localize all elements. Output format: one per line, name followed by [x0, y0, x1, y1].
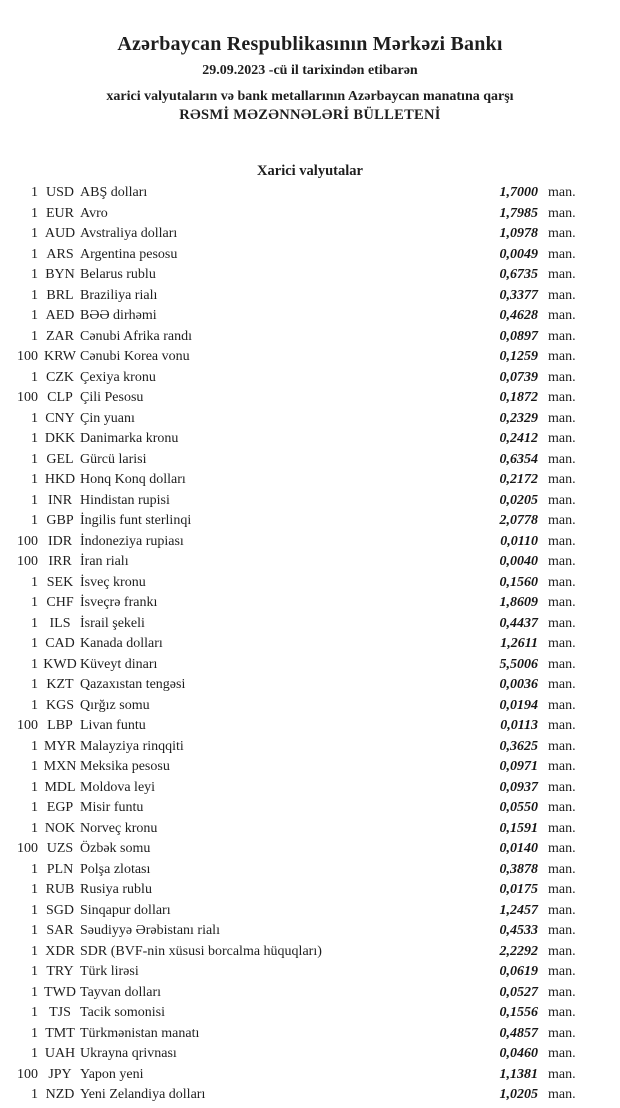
- unit-cell: man.: [548, 513, 576, 528]
- currency-name-cell: İran rialı: [80, 554, 129, 569]
- unit-cell: man.: [548, 718, 576, 733]
- quantity-cell: 1: [31, 984, 38, 1000]
- rate-cell: 0,2172: [499, 472, 538, 487]
- quantity-cell: 100: [17, 390, 38, 405]
- quantity-cell: 1: [31, 1087, 38, 1102]
- bank-title: Azərbaycan Respublikasının Mərkəzi Bankı: [117, 33, 503, 55]
- unit-cell: man.: [548, 1025, 576, 1041]
- bulletin-title: RƏSMİ MƏZƏNNƏLƏRİ BÜLLETENİ: [179, 107, 441, 123]
- unit-cell: man.: [548, 923, 576, 938]
- currency-name-cell: Gürcü larisi: [80, 451, 147, 467]
- currency-code-cell: ILS: [49, 615, 71, 631]
- quantity-cell: 1: [31, 205, 38, 221]
- quantity-cell: 1: [31, 615, 38, 631]
- currency-code-cell: UAH: [44, 1046, 76, 1061]
- quantity-cell: 1: [31, 779, 38, 795]
- rate-cell: 0,0049: [499, 246, 538, 262]
- table-row: [0, 737, 620, 758]
- unit-cell: man.: [548, 451, 576, 467]
- currency-name-cell: Moldova leyi: [80, 779, 156, 795]
- currency-name-cell: Yeni Zelandiya dolları: [80, 1087, 206, 1102]
- currency-name-cell: Danimarka kronu: [80, 431, 179, 446]
- unit-cell: man.: [548, 390, 576, 405]
- currency-name-cell: Çexiya kronu: [80, 369, 156, 385]
- currency-code-cell: TMT: [45, 1025, 75, 1041]
- rate-cell: 0,0460: [499, 1046, 538, 1061]
- currency-code-cell: UZS: [46, 841, 74, 856]
- currency-code-cell: CNY: [45, 410, 75, 426]
- currency-name-cell: Rusiya rublu: [80, 882, 152, 897]
- unit-cell: man.: [548, 677, 576, 692]
- currency-name-cell: Çin yuanı: [80, 410, 135, 426]
- rate-cell: 0,1591: [499, 820, 538, 836]
- unit-cell: man.: [548, 349, 576, 364]
- currency-name-cell: İsrail şekeli: [80, 615, 145, 631]
- quantity-cell: 1: [31, 861, 38, 877]
- rate-cell: 0,0194: [499, 697, 538, 713]
- rate-cell: 0,1556: [499, 1005, 538, 1020]
- quantity-cell: 1: [31, 226, 38, 241]
- unit-cell: man.: [548, 472, 576, 487]
- currency-name-cell: Belarus rublu: [80, 267, 156, 282]
- table-row: [0, 511, 620, 532]
- currency-code-cell: LBP: [47, 718, 73, 733]
- rate-cell: 1,0205: [499, 1087, 538, 1102]
- rate-cell: 0,3377: [499, 287, 538, 303]
- quantity-cell: 1: [31, 636, 38, 651]
- currency-name-cell: Küveyt dinarı: [80, 656, 158, 672]
- table-row: [0, 1003, 620, 1024]
- table-row: [0, 880, 620, 901]
- currency-name-cell: Avro: [80, 205, 108, 221]
- unit-cell: man.: [548, 1066, 576, 1082]
- unit-cell: man.: [548, 759, 576, 774]
- currency-name-cell: Braziliya rialı: [80, 287, 158, 303]
- quantity-cell: 100: [17, 841, 38, 856]
- rate-cell: 1,0978: [499, 226, 538, 241]
- currency-name-cell: Tacik somonisi: [80, 1005, 165, 1020]
- currency-code-cell: AED: [45, 308, 75, 323]
- rate-cell: 0,0619: [499, 964, 538, 979]
- currency-code-cell: MYR: [44, 738, 76, 754]
- table-row: [0, 757, 620, 778]
- unit-cell: man.: [548, 738, 576, 754]
- currency-name-cell: Türk lirəsi: [80, 964, 139, 979]
- unit-cell: man.: [548, 882, 576, 897]
- quantity-cell: 1: [31, 1025, 38, 1041]
- unit-cell: man.: [548, 615, 576, 631]
- unit-cell: man.: [548, 533, 576, 549]
- quantity-cell: 1: [31, 923, 38, 938]
- rate-cell: 0,1259: [499, 349, 538, 364]
- quantity-cell: 100: [17, 533, 38, 549]
- table-row: [0, 347, 620, 368]
- rate-cell: 0,6735: [499, 267, 538, 282]
- effective-date-line: 29.09.2023 -cü il tarixindən etibarən: [202, 63, 418, 78]
- rate-cell: 2,2292: [499, 943, 538, 959]
- table-row: [0, 942, 620, 963]
- currency-code-cell: ZAR: [46, 328, 74, 344]
- rate-cell: 0,0040: [499, 554, 538, 569]
- quantity-cell: 1: [31, 513, 38, 528]
- currency-name-cell: Türkmənistan manatı: [80, 1025, 200, 1041]
- unit-cell: man.: [548, 328, 576, 344]
- unit-cell: man.: [548, 1046, 576, 1061]
- currency-code-cell: MDL: [44, 779, 76, 795]
- currency-name-cell: Səudiyyə Ərəbistanı rialı: [80, 923, 220, 938]
- currency-code-cell: AUD: [44, 226, 76, 241]
- currency-code-cell: PLN: [46, 861, 74, 877]
- table-row: [0, 634, 620, 655]
- quantity-cell: 1: [31, 431, 38, 446]
- currency-name-cell: Tayvan dolları: [80, 984, 162, 1000]
- currency-code-cell: IDR: [47, 533, 73, 549]
- quantity-cell: 1: [31, 738, 38, 754]
- rate-cell: 1,8609: [499, 595, 538, 610]
- currency-code-cell: ARS: [46, 246, 74, 262]
- table-row: [0, 798, 620, 819]
- table-row: [0, 778, 620, 799]
- table-row: [0, 1085, 620, 1106]
- table-row: [0, 593, 620, 614]
- unit-cell: man.: [548, 656, 576, 672]
- section-title: Xarici valyutalar: [257, 163, 363, 179]
- currency-name-cell: Ukrayna qrivnası: [80, 1046, 177, 1061]
- table-row: [0, 1044, 620, 1065]
- table-row: [0, 429, 620, 450]
- unit-cell: man.: [548, 820, 576, 836]
- currency-code-cell: DKK: [44, 431, 76, 446]
- unit-cell: man.: [548, 246, 576, 262]
- subtitle-line: xarici valyutaların və bank metallarının Azərbaycan manatına qarşı: [106, 89, 514, 104]
- currency-code-cell: CHF: [46, 595, 74, 610]
- unit-cell: man.: [548, 574, 576, 590]
- unit-cell: man.: [548, 205, 576, 221]
- rate-cell: 0,1560: [499, 574, 538, 590]
- quantity-cell: 1: [31, 185, 38, 200]
- currency-name-cell: Livan funtu: [80, 718, 146, 733]
- rate-cell: 0,1872: [499, 390, 538, 405]
- quantity-cell: 1: [31, 943, 38, 959]
- currency-code-cell: CLP: [47, 390, 73, 405]
- currency-name-cell: Yapon yeni: [80, 1066, 144, 1082]
- currency-code-cell: USD: [45, 185, 74, 200]
- quantity-cell: 1: [31, 677, 38, 692]
- table-row: [0, 306, 620, 327]
- currency-name-cell: SDR (BVF-nin xüsusi borcalma hüquqları): [80, 943, 322, 959]
- rate-cell: 0,2412: [499, 431, 538, 446]
- unit-cell: man.: [548, 636, 576, 651]
- table-row: [0, 450, 620, 471]
- currency-code-cell: MXN: [43, 759, 77, 774]
- table-row: [0, 368, 620, 389]
- table-row: [0, 819, 620, 840]
- quantity-cell: 1: [31, 882, 38, 897]
- quantity-cell: 1: [31, 472, 38, 487]
- unit-cell: man.: [548, 287, 576, 303]
- currency-name-cell: İsveçrə frankı: [80, 595, 158, 610]
- currency-code-cell: TJS: [49, 1005, 71, 1020]
- table-row: [0, 962, 620, 983]
- currency-code-cell: TRY: [46, 964, 74, 979]
- table-row: [0, 716, 620, 737]
- currency-name-cell: Çili Pesosu: [80, 390, 144, 405]
- rate-cell: 0,0550: [499, 800, 538, 815]
- unit-cell: man.: [548, 1005, 576, 1020]
- rate-cell: 0,0110: [500, 533, 538, 549]
- currency-code-cell: TWD: [44, 984, 76, 1000]
- currency-code-cell: JPY: [48, 1066, 72, 1082]
- rate-cell: 0,4857: [499, 1025, 538, 1041]
- table-row: [0, 265, 620, 286]
- quantity-cell: 100: [17, 554, 38, 569]
- quantity-cell: 1: [31, 656, 38, 672]
- unit-cell: man.: [548, 410, 576, 426]
- unit-cell: man.: [548, 492, 576, 508]
- table-row: [0, 655, 620, 676]
- currency-name-cell: ABŞ dolları: [80, 185, 148, 200]
- rate-cell: 0,0205: [499, 492, 538, 508]
- rate-cell: 0,0971: [499, 759, 538, 774]
- rate-cell: 1,2457: [499, 902, 538, 918]
- unit-cell: man.: [548, 267, 576, 282]
- quantity-cell: 1: [31, 410, 38, 426]
- currency-name-cell: Avstraliya dolları: [80, 226, 178, 241]
- table-row: [0, 696, 620, 717]
- currency-name-cell: Kanada dolları: [80, 636, 163, 651]
- unit-cell: man.: [548, 779, 576, 795]
- rate-cell: 0,0113: [500, 718, 538, 733]
- quantity-cell: 1: [31, 287, 38, 303]
- document-header: [0, 0, 620, 124]
- currency-name-cell: Özbək somu: [80, 841, 151, 856]
- table-row: [0, 183, 620, 204]
- table-row: [0, 491, 620, 512]
- quantity-cell: 1: [31, 800, 38, 815]
- currency-code-cell: EGP: [46, 800, 74, 815]
- table-row: [0, 552, 620, 573]
- unit-cell: man.: [548, 964, 576, 979]
- quantity-cell: 1: [31, 820, 38, 836]
- quantity-cell: 1: [31, 574, 38, 590]
- table-row: [0, 1065, 620, 1086]
- currency-name-cell: İsveç kronu: [80, 574, 146, 590]
- currency-name-cell: Argentina pesosu: [80, 246, 178, 262]
- unit-cell: man.: [548, 943, 576, 959]
- table-row: [0, 388, 620, 409]
- table-row: [0, 470, 620, 491]
- table-row: [0, 614, 620, 635]
- rate-cell: 2,0778: [499, 513, 538, 528]
- currency-name-cell: Cənubi Afrika randı: [80, 328, 192, 344]
- rate-cell: 0,0175: [499, 882, 538, 897]
- table-row: [0, 983, 620, 1004]
- quantity-cell: 1: [31, 964, 38, 979]
- currency-name-cell: Qırğız somu: [80, 697, 150, 713]
- currency-code-cell: NZD: [45, 1087, 75, 1102]
- quantity-cell: 1: [31, 328, 38, 344]
- rate-cell: 0,4533: [499, 923, 538, 938]
- rates-table: [0, 183, 620, 1106]
- table-row: [0, 532, 620, 553]
- unit-cell: man.: [548, 902, 576, 918]
- rate-cell: 0,4437: [499, 615, 538, 631]
- rate-cell: 5,5006: [499, 656, 538, 672]
- currency-code-cell: BRL: [46, 287, 74, 303]
- currency-name-cell: Meksika pesosu: [80, 759, 170, 774]
- currency-name-cell: Hindistan rupisi: [80, 492, 170, 508]
- rate-cell: 0,0036: [499, 677, 538, 692]
- quantity-cell: 100: [17, 1066, 38, 1082]
- unit-cell: man.: [548, 185, 576, 200]
- table-row: [0, 245, 620, 266]
- currency-code-cell: GBP: [46, 513, 74, 528]
- rate-cell: 0,3625: [499, 738, 538, 754]
- currency-name-cell: BƏƏ dirhəmi: [80, 308, 157, 323]
- unit-cell: man.: [548, 861, 576, 877]
- unit-cell: man.: [548, 369, 576, 385]
- quantity-cell: 1: [31, 246, 38, 262]
- currency-code-cell: CZK: [46, 369, 74, 385]
- currency-code-cell: GEL: [46, 451, 74, 467]
- table-row: [0, 901, 620, 922]
- unit-cell: man.: [548, 431, 576, 446]
- currency-code-cell: KWD: [43, 656, 77, 672]
- unit-cell: man.: [548, 841, 576, 856]
- rate-cell: 0,0897: [499, 328, 538, 344]
- currency-name-cell: Norveç kronu: [80, 820, 158, 836]
- unit-cell: man.: [548, 800, 576, 815]
- table-row: [0, 286, 620, 307]
- currency-name-cell: Misir funtu: [80, 800, 144, 815]
- quantity-cell: 1: [31, 595, 38, 610]
- unit-cell: man.: [548, 697, 576, 713]
- currency-code-cell: NOK: [44, 820, 76, 836]
- unit-cell: man.: [548, 595, 576, 610]
- currency-code-cell: SGD: [45, 902, 74, 918]
- rate-cell: 1,2611: [500, 636, 538, 651]
- table-row: [0, 327, 620, 348]
- currency-name-cell: Sinqapur dolları: [80, 902, 171, 918]
- rate-cell: 0,0527: [499, 984, 538, 1000]
- quantity-cell: 1: [31, 902, 38, 918]
- rate-cell: 1,1381: [499, 1066, 538, 1082]
- currency-code-cell: EUR: [46, 205, 74, 221]
- currency-code-cell: KRW: [44, 349, 76, 364]
- quantity-cell: 1: [31, 697, 38, 713]
- quantity-cell: 1: [31, 267, 38, 282]
- currency-code-cell: HKD: [44, 472, 76, 487]
- rate-cell: 0,4628: [499, 308, 538, 323]
- unit-cell: man.: [548, 984, 576, 1000]
- table-row: [0, 860, 620, 881]
- rate-cell: 0,3878: [499, 861, 538, 877]
- quantity-cell: 100: [17, 718, 38, 733]
- currency-name-cell: İngilis funt sterlinqi: [80, 513, 192, 528]
- table-row: [0, 224, 620, 245]
- currency-code-cell: RUB: [45, 882, 75, 897]
- rate-cell: 0,6354: [499, 451, 538, 467]
- currency-name-cell: Malayziya rinqqiti: [80, 738, 184, 754]
- unit-cell: man.: [548, 308, 576, 323]
- rate-cell: 1,7000: [499, 185, 538, 200]
- currency-code-cell: SAR: [46, 923, 74, 938]
- currency-code-cell: KGS: [45, 697, 74, 713]
- unit-cell: man.: [548, 1087, 576, 1102]
- table-row: [0, 204, 620, 225]
- table-row: [0, 1024, 620, 1045]
- rate-cell: 1,7985: [499, 205, 538, 221]
- currency-name-cell: İndoneziya rupiası: [80, 533, 184, 549]
- currency-code-cell: KZT: [46, 677, 74, 692]
- quantity-cell: 1: [31, 369, 38, 385]
- rate-cell: 0,0739: [499, 369, 538, 385]
- currency-code-cell: CAD: [45, 636, 75, 651]
- quantity-cell: 1: [31, 308, 38, 323]
- unit-cell: man.: [548, 226, 576, 241]
- currency-name-cell: Cənubi Korea vonu: [80, 349, 190, 364]
- currency-code-cell: XDR: [45, 943, 75, 959]
- rate-cell: 0,0937: [499, 779, 538, 795]
- quantity-cell: 1: [31, 1005, 38, 1020]
- currency-name-cell: Qazaxıstan tengəsi: [80, 677, 186, 692]
- quantity-cell: 1: [31, 759, 38, 774]
- currency-name-cell: Polşa zlotası: [80, 861, 151, 877]
- currency-code-cell: SEK: [46, 574, 74, 590]
- currency-code-cell: IRR: [48, 554, 72, 569]
- table-row: [0, 921, 620, 942]
- quantity-cell: 100: [17, 349, 38, 364]
- rate-cell: 0,0140: [499, 841, 538, 856]
- table-row: [0, 839, 620, 860]
- quantity-cell: 1: [31, 492, 38, 508]
- table-row: [0, 409, 620, 430]
- table-row: [0, 675, 620, 696]
- currency-code-cell: INR: [47, 492, 73, 508]
- currency-name-cell: Honq Konq dolları: [80, 472, 186, 487]
- rate-cell: 0,2329: [499, 410, 538, 426]
- quantity-cell: 1: [31, 451, 38, 467]
- currency-code-cell: BYN: [45, 267, 75, 282]
- quantity-cell: 1: [31, 1046, 38, 1061]
- table-row: [0, 573, 620, 594]
- unit-cell: man.: [548, 554, 576, 569]
